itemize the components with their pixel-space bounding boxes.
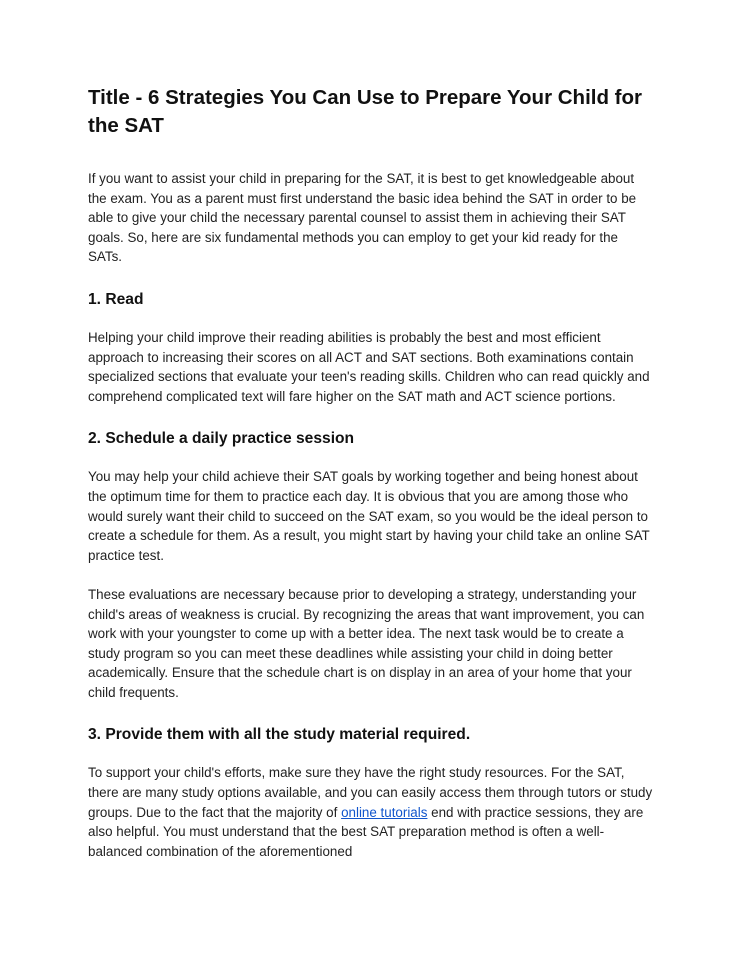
schedule-paragraph-1: You may help your child achieve their SAT goals by working together and being honest about the optimum time for them to practice each day. It is obvious that you are among those who would surely want their child to succeed on the SAT exam, so you would be the ideal person to create a schedule for them. As a result, you might start by having your child take an online SAT practice test.: [88, 469, 650, 563]
section-heading-read: 1. Read: [88, 290, 144, 308]
intro-paragraph: If you want to assist your child in preparing for the SAT, it is best to get knowledgeable about the exam. You as a parent must first understand the basic idea behind the SAT in order to be able to give your child the necessary parental counsel to assist them in achieving their SAT goals. So, here are six fundamental methods you can employ to get your kid ready for the SATs.: [88, 171, 637, 265]
page-title: Title - 6 Strategies You Can Use to Prepare Your Child for the SAT: [88, 86, 643, 137]
online-tutorials-link[interactable]: online tutorials: [341, 804, 428, 820]
document-page: [88, 84, 653, 861]
section-heading-study-material: 3. Provide them with all the study material required.: [88, 726, 471, 744]
study-material-paragraph: [88, 763, 653, 861]
study-material-text-before-link: To support your child's efforts, make sure they have the right study resources. For the SAT, there are many study options available, and you can easily access them through tutors or study groups. Due to the fact that the majority of: [88, 765, 653, 820]
section-heading-schedule: 2. Schedule a daily practice session: [88, 430, 355, 448]
study-material-text-after-link: end with practice sessions, they are also helpful. You must understand that the best SAT preparation method is often a well-balanced combination of the aforementioned: [88, 804, 644, 859]
read-paragraph: Helping your child improve their reading abilities is probably the best and most efficient approach to increasing their scores on all ACT and SAT sections. Both examinations contain specialized sections that evaluate your teen's reading skills. Children who can read quickly and comprehend complicated text will fare higher on the SAT math and ACT science portions.: [88, 329, 650, 404]
schedule-paragraph-2: These evaluations are necessary because prior to developing a strategy, understanding your child's areas of weakness is crucial. By recognizing the areas that want improvement, you can work with your youngster to come up with a better idea. The next task would be to create a study program so you can meet these deadlines while assisting your child in doing better academically. Ensure that the schedule chart is on display in an area of your home that your child frequents.: [88, 586, 645, 700]
